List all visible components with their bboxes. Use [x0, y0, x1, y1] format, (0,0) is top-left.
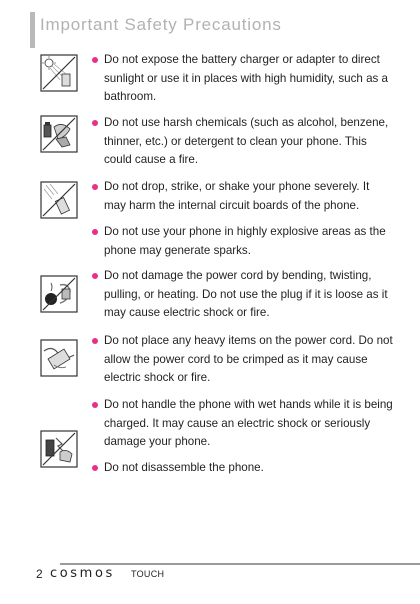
list-item-text: Do not use harsh chemicals (such as alcohol, benzene, thinner, etc.) or detergent to clean your phone. This could cause a fire. — [104, 116, 389, 167]
dropped-phone-icon — [40, 181, 78, 219]
list-item — [104, 332, 394, 388]
list-item — [104, 223, 394, 260]
fire-cord-icon — [40, 275, 78, 313]
list-item-text: Do not disassemble the phone. — [104, 461, 264, 474]
list-item-text: Do not use your phone in highly explosive areas as the phone may generate sparks. — [104, 225, 386, 257]
list-item — [104, 396, 394, 452]
list-item-text: Do not expose the battery charger or adapter to direct sunlight or use it in places with high humidity, such as a bathroom. — [104, 53, 388, 104]
list-item-text: Do not handle the phone with wet hands while it is being charged. It may cause an electric shock or seriously damage your phone. — [104, 398, 393, 449]
bullet-icon — [92, 57, 98, 63]
sunlight-charger-icon — [40, 54, 78, 92]
chemical-spray-icon — [40, 115, 78, 153]
brand-logo: cosmos — [50, 566, 115, 581]
bullet-icon — [92, 184, 98, 190]
bullet-icon — [92, 120, 98, 126]
list-item-text: Do not damage the power cord by bending, twisting, pulling, or heating. Do not use the plug if it is loose as it may cause electric shock or fire. — [104, 269, 388, 320]
page-title: Important Safety Precautions — [40, 15, 282, 34]
list-item — [104, 51, 394, 107]
bullet-icon — [92, 338, 98, 344]
list-item — [104, 267, 394, 323]
page-number: 2 — [36, 567, 43, 581]
list-item — [104, 114, 394, 170]
bullet-icon — [92, 402, 98, 408]
wet-hands-charging-icon — [40, 430, 78, 468]
footer-rule — [60, 563, 420, 565]
list-item — [104, 459, 394, 478]
list-item — [104, 178, 394, 215]
list-item-text: Do not drop, strike, or shake your phone severely. It may harm the internal circuit boards of the phone. — [104, 180, 370, 212]
title-accent-bar — [30, 12, 35, 48]
bullet-icon — [92, 229, 98, 235]
crimped-cord-icon — [40, 339, 78, 377]
bullet-icon — [92, 465, 98, 471]
brand-suffix: TOUCH — [131, 569, 165, 579]
bullet-icon — [92, 273, 98, 279]
list-item-text: Do not place any heavy items on the power cord. Do not allow the power cord to be crimped as it may cause electric shock or fire. — [104, 334, 393, 385]
